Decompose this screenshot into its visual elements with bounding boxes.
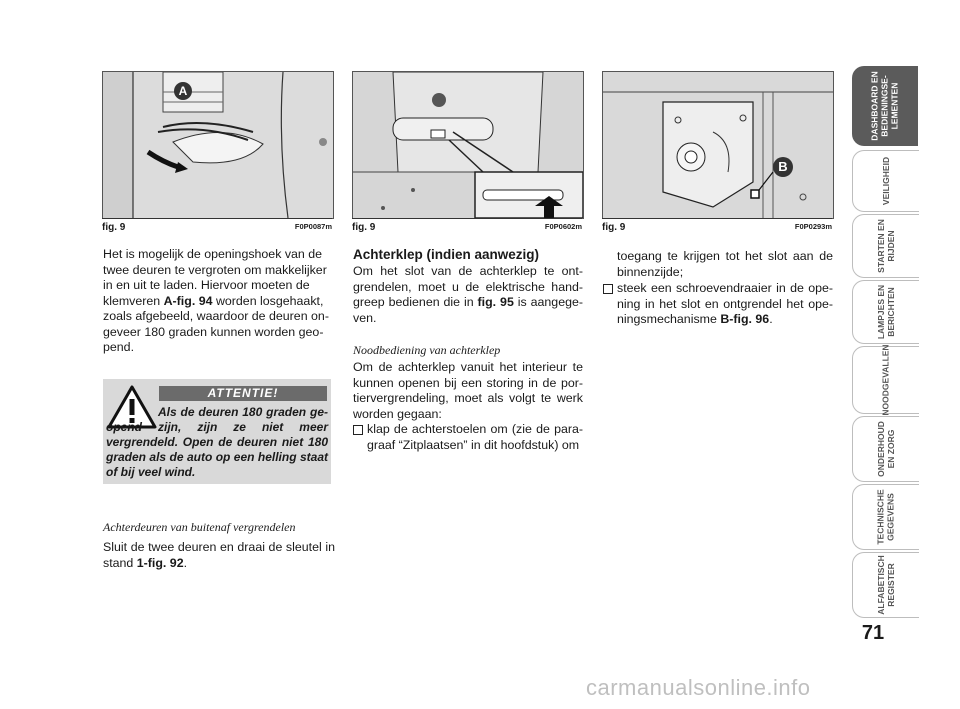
col3-continuation: toegang te krijgen tot het slot aan de binnenzijde; xyxy=(617,249,833,279)
figure-ref: A-fig. 94 xyxy=(163,293,213,308)
figure-ref: 1-fig. 92 xyxy=(136,555,184,570)
figure-ref: B-fig. 96 xyxy=(720,312,770,326)
col2-paragraph-2: Om de achterklep vanuit het interieur te kunnen openen bij een storing in de por-tiervergrendeling, moet als volgt te werk worden gegaan: xyxy=(353,360,583,421)
figure-marker-b: B xyxy=(773,157,793,177)
figure-code: F0P0602m xyxy=(544,222,582,231)
tab-lampjes-en-berichten[interactable]: LAMPJES EN BERICHTEN xyxy=(852,280,919,344)
figure-rule xyxy=(352,218,582,219)
tab-starten-en-rijden[interactable]: STARTEN EN RIJDEN xyxy=(852,214,919,278)
tab-dashboard[interactable]: DASHBOARD EN BEDIENINGSE- LEMENTEN xyxy=(852,66,918,146)
figure-95-tailgate-handle xyxy=(352,71,584,219)
tab-onderhoud-en-zorg[interactable]: ONDERHOUD EN ZORG xyxy=(852,416,919,482)
tab-technische-gegevens[interactable]: TECHNISCHE GEGEVENS xyxy=(852,484,919,550)
figure-94-door-spring xyxy=(102,71,334,219)
tab-noodgevallen[interactable]: NOODGEVALLEN xyxy=(852,346,919,414)
col2-paragraph-1: Om het slot van de achterklep te ont-grendelen, moet u de elektrische hand-greep bedienen die in fig. 95 is aangege-ven. xyxy=(353,264,583,325)
figure-caption: fig. 9 xyxy=(352,222,376,233)
col2-heading: Achterklep (indien aanwezig) xyxy=(353,247,540,262)
tab-alfabetisch-register[interactable]: ALFABETISCH REGISTER xyxy=(852,552,919,618)
watermark: carmanualsonline.info xyxy=(586,675,811,700)
figure-rule xyxy=(602,218,832,219)
figure-rule xyxy=(102,218,332,219)
tab-veiligheid[interactable]: VEILIGHEID xyxy=(852,150,919,212)
col1-subheading: Achterdeuren van buitenaf vergrendelen xyxy=(103,520,296,534)
figure-marker-a: A xyxy=(174,82,192,100)
figure-code: F0P0087m xyxy=(294,222,332,231)
checkbox-bullet-icon xyxy=(603,284,613,294)
warning-title: ATTENTIE! xyxy=(159,386,327,401)
checkbox-bullet-icon xyxy=(353,425,363,435)
col1-paragraph-1: Het is mogelijk de openingshoek van de twee deuren te vergroten om makkelijker in en uit te laden. Hiervoor moeten de klemveren A-fig. 94 worden losgehaakt, zoals afgebeeld, waardoor de deuren on- geveer 180 graden kunnen worden geo- pend. xyxy=(103,247,329,354)
figure-caption: fig. 9 xyxy=(602,222,626,233)
warning-box xyxy=(103,379,331,484)
figure-caption: fig. 9 xyxy=(102,222,126,233)
page-number: 71 xyxy=(861,622,885,644)
warning-text: Als de deuren 180 graden ge-opend zijn, zijn ze niet meer vergrendeld. Open de deuren niet 180 graden als de auto op een helling staat of bij veel wind. xyxy=(106,405,328,479)
col2-subheading: Noodbediening van achterklep xyxy=(353,343,501,357)
figure-96-lock-mechanism xyxy=(602,71,834,219)
figure-code: F0P0293m xyxy=(794,222,832,231)
figure-ref: fig. 95 xyxy=(477,295,514,309)
col1-paragraph-2: Sluit de twee deuren en draai de sleutel in stand 1-fig. 92. xyxy=(103,540,335,570)
